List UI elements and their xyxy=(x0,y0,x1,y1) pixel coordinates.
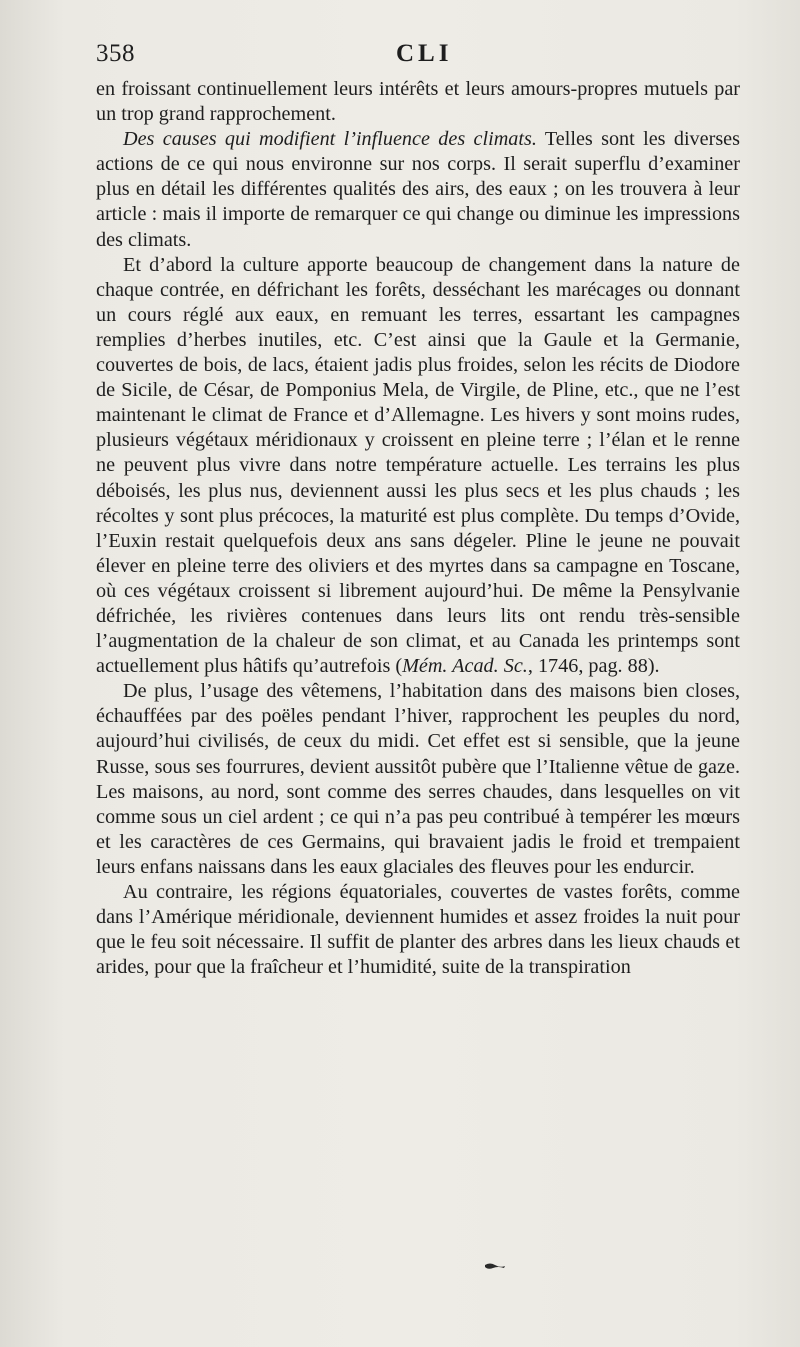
paragraph-4-text: De plus, l’usage des vêtemens, l’habitation dans des maisons bien closes, échauffées par des poëles pendant l’hiver, rapprochent les peuples du nord, aujourd’hui civilisés, de ceux du midi. Cet effet est si sensible, que la jeune Russe, sous ses fourrures, devient aussitôt pubère que l’Italienne vêtue de gaze. Les maisons, au nord, sont comme des serres chaudes, dans lesquelles on vit comme sous un ciel ardent ; ce qui n’a pas peu contribué à tempérer les mœurs et les caractères de ces Germains, qui bravaient jadis le froid et trempaient leurs enfans naissans dans les eaux glaciales des fleuves pour les endurcir. xyxy=(96,680,740,878)
page-number: 358 xyxy=(96,40,135,67)
body-text xyxy=(96,77,740,980)
paragraph-3-end: , 1746, pag. 88). xyxy=(527,655,660,678)
printer-mark-icon xyxy=(484,1262,506,1270)
paragraph-cultivation xyxy=(96,253,740,680)
paragraph-5-text: Au contraire, les régions équatoriales, couvertes de vastes forêts, comme dans l’Amérique méridionale, deviennent humides et assez froides la nuit pour que le feu soit nécessaire. Il suffit de planter des arbres dans les lieux chauds et arides, pour que la fraîcheur et l’humidité, suite de la transpiration xyxy=(96,881,740,979)
paragraph-continuation xyxy=(96,77,740,127)
section-heading-italic: Des causes qui modifient l’influence des climats. xyxy=(123,128,537,151)
paragraph-climate-causes xyxy=(96,127,740,252)
running-head: CLI xyxy=(396,40,453,67)
page-header xyxy=(96,40,740,74)
paragraph-clothing xyxy=(96,679,740,880)
paragraph-equatorial xyxy=(96,880,740,980)
citation-italic: Mém. Acad. Sc. xyxy=(402,655,528,678)
paragraph-1-text: en froissant continuellement leurs intérêts et leurs amours-propres mutuels par un trop grand rapprochement. xyxy=(96,78,740,126)
paragraph-2-text: Telles sont les diverses actions de ce qui nous environne sur nos corps. Il serait superflu d’examiner plus en détail les différentes qualités des airs, des eaux ; on les trouvera à leur article : mais il importe de remarquer ce qui change ou diminue les impressions des climats. xyxy=(96,128,740,251)
paragraph-3-text: Et d’abord la culture apporte beaucoup de changement dans la nature de chaque contrée, en défrichant les forêts, desséchant les marécages ou donnant un cours réglé aux eaux, en remuant les terres, essartant les campagnes remplies d’herbes inutiles, etc. C’est ainsi que la Gaule et la Germanie, couvertes de bois, de lacs, étaient jadis plus froides, selon les récits de Diodore de Sicile, de César, de Pomponius Mela, de Virgile, de Pline, etc., que ne l’est maintenant le climat de France et d’Allemagne. Les hivers y sont moins rudes, plusieurs végétaux méridionaux y croissent en pleine terre ; l’élan et le renne ne peuvent plus vivre dans notre température actuelle. Les terrains les plus déboisés, les plus nus, deviennent aussi les plus secs et les plus chauds ; les récoltes y sont plus précoces, la maturité est plus complète. Du temps d’Ovide, l’Euxin restait quelquefois deux ans sans dégeler. Pline le jeune ne pouvait élever en pleine terre des oliviers et des myrtes dans sa campagne en Toscane, où ces végétaux croissent si librement aujourd’hui. De même la Pensylvanie défrichée, les rivières contenues dans leurs lits ont rendu très-sensible l’augmentation de la chaleur de son climat, et au Canada les printemps sont actuellement plus hâtifs qu’autrefois ( xyxy=(96,253,740,678)
